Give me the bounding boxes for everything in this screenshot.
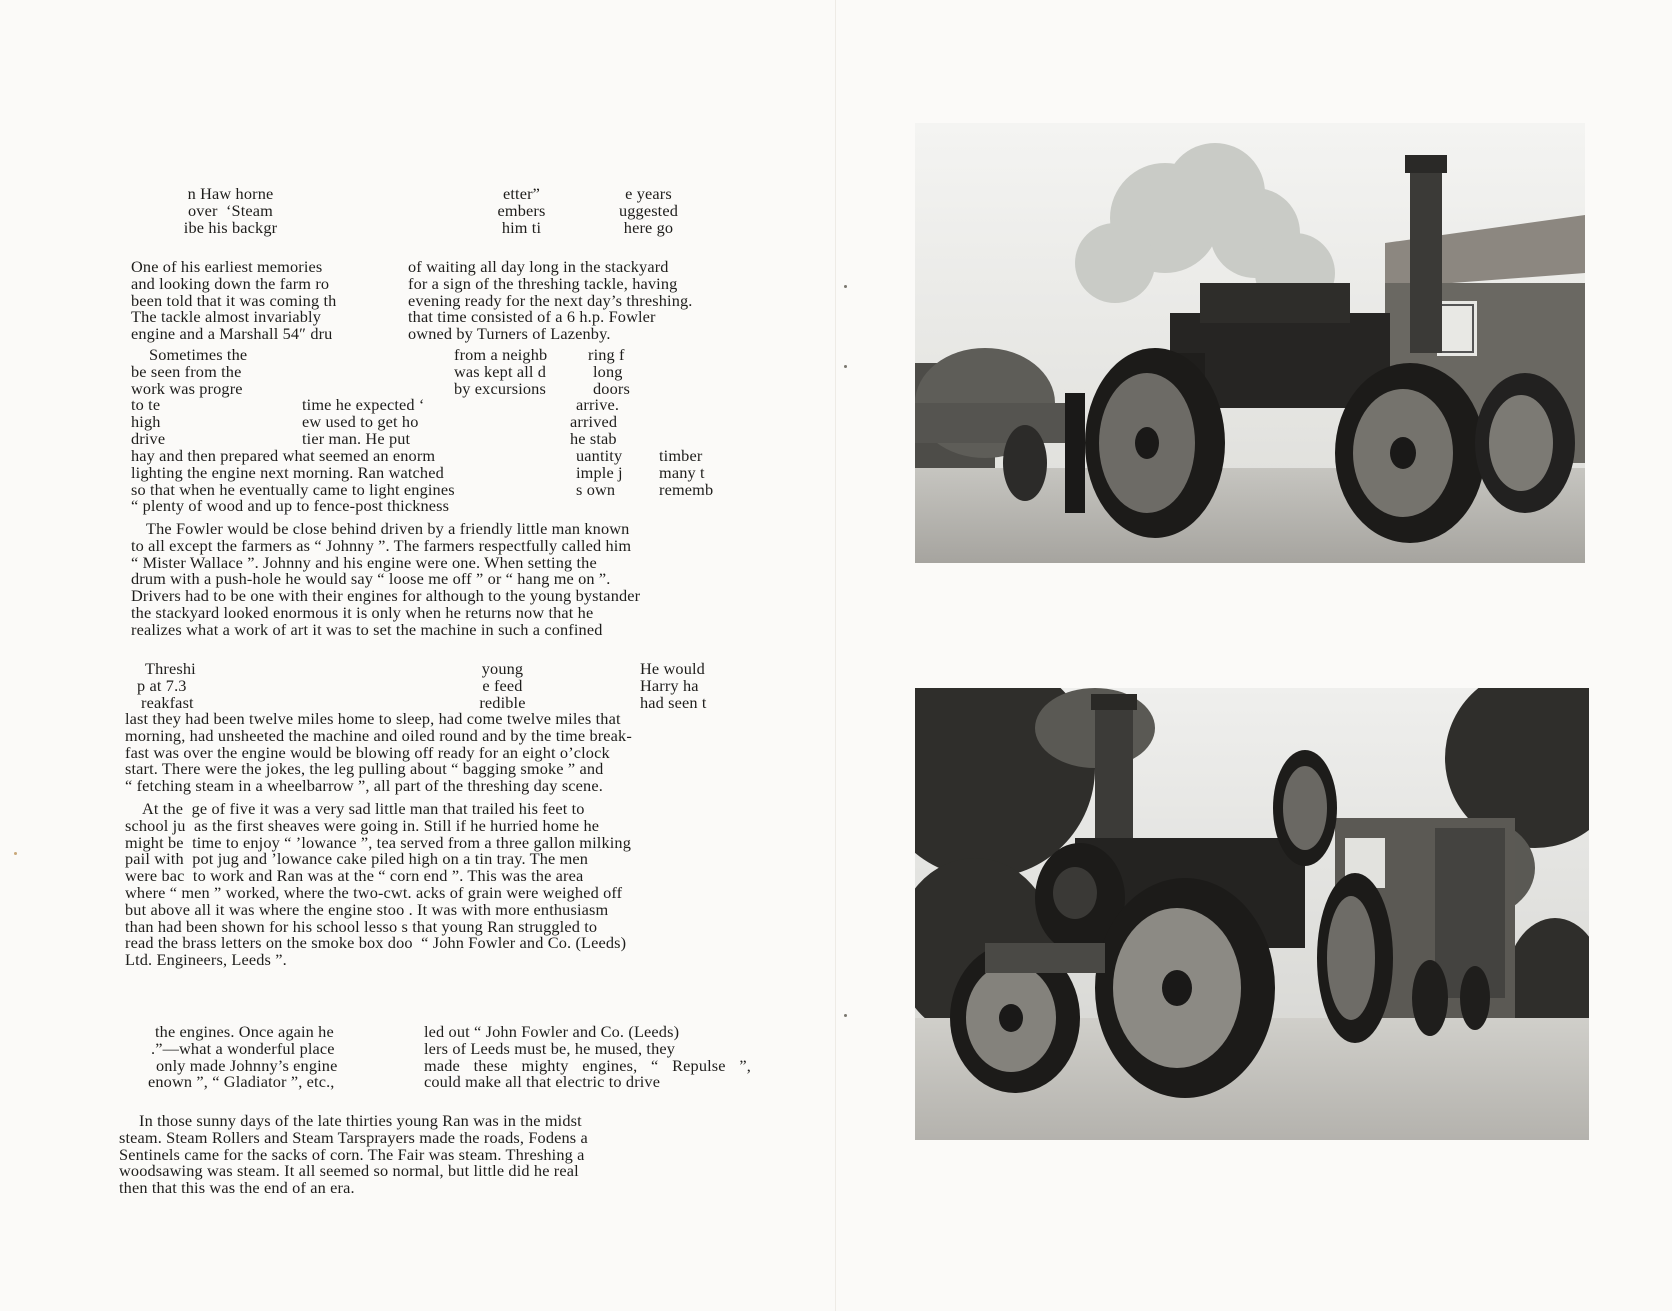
- text-line: .”—what a wonderful place: [151, 1038, 335, 1058]
- traction-engine-photo-bottom: [915, 688, 1589, 1140]
- text-line: to all except the farmers as “ Johnny ”. The farmers respectfully called him: [131, 535, 632, 555]
- text-line: “ fetching steam in a wheelbarrow ”, all part of the threshing day scene.: [125, 776, 603, 796]
- text-line: for a sign of the threshing tackle, having: [408, 273, 678, 293]
- intro-col-3: [606, 186, 691, 236]
- text-line: The Fowler would be close behind driven by a friendly little man known: [146, 519, 630, 538]
- text-line: be seen from the: [131, 361, 242, 381]
- text-line: rememb: [659, 479, 714, 499]
- text-line: hay and then prepared what seemed an enorm: [131, 446, 436, 465]
- text-line: where “ men ” worked, where the two-cwt. acks of grain were weighed off: [125, 882, 623, 902]
- text-line: redible: [479, 692, 526, 712]
- text-line: here go: [623, 217, 674, 237]
- text-line: owned by Turners of Lazenby.: [408, 324, 611, 344]
- text-line: of waiting all day long in the stackyard: [408, 257, 669, 276]
- scan-mark: [844, 285, 847, 288]
- para4-body: [125, 711, 752, 795]
- text-line: but above all it was where the engine stoo . It was with more enthusiasm: [125, 899, 609, 919]
- para2-col-d: [570, 347, 630, 448]
- traction-engine-photo-top: [915, 123, 1585, 563]
- para1-left: [131, 259, 336, 343]
- text-line: had seen t: [640, 692, 707, 712]
- text-line: s own: [576, 479, 616, 499]
- para6-right: [424, 1024, 751, 1091]
- text-line: pail with pot jug and ’lowance cake piled high on a tin tray. The men: [125, 849, 589, 869]
- para3: [131, 521, 755, 639]
- text-line: Threshi: [145, 659, 196, 678]
- text-line: etter”: [502, 184, 541, 203]
- text-line: uantity: [576, 446, 623, 465]
- text-line: by excursions: [454, 378, 546, 398]
- para2-tail-c: [576, 448, 623, 498]
- text-line: morning, had unsheeted the machine and oiled round and by the time break-: [125, 725, 632, 745]
- para4-col-b: [470, 661, 535, 711]
- photo-bottom-drawing: [915, 688, 1589, 1140]
- text-line: woodsawing was steam. It all seemed so normal, but little did he real: [119, 1161, 579, 1181]
- text-line: him ti: [501, 217, 542, 237]
- text-line: In those sunny days of the late thirties young Ran was in the midst: [139, 1111, 582, 1130]
- text-line: Sometimes the: [149, 345, 248, 364]
- text-line: than had been shown for his school lesso s that young Ran struggled to: [125, 916, 598, 936]
- text-line: that time consisted of a 6 h.p. Fowler: [408, 307, 656, 327]
- text-line: the engines. Once again he: [155, 1022, 334, 1041]
- para5: [125, 801, 752, 969]
- text-line: tier man. He put: [302, 428, 411, 448]
- text-line: work was progre: [131, 378, 243, 398]
- text-line: high: [131, 412, 161, 432]
- text-line: he stab: [570, 428, 617, 448]
- para4-col-c: [640, 661, 707, 711]
- scan-mark: [844, 1014, 847, 1017]
- text-line: and looking down the farm ro: [131, 273, 330, 293]
- text-line: He would: [640, 659, 705, 678]
- text-line: enown ”, “ Gladiator ”, etc.,: [148, 1072, 335, 1092]
- text-line: then that this was the end of an era.: [119, 1178, 355, 1198]
- text-line: arrived: [570, 412, 618, 432]
- para2-col-a: [131, 347, 247, 448]
- text-line: from a neighb: [454, 345, 548, 364]
- text-line: over ‘Steam: [188, 200, 273, 220]
- text-line: were bac to work and Ran was at the “ corn end ”. This was the area: [125, 866, 584, 886]
- text-line: time he expected ‘: [302, 395, 425, 414]
- text-line: lighting the engine next morning. Ran watched: [131, 462, 444, 482]
- photo-top-drawing: [915, 123, 1585, 563]
- text-line: lers of Leeds must be, he mused, they: [424, 1038, 676, 1058]
- text-line: Harry ha: [640, 675, 699, 695]
- text-line: Drivers had to be one with their engines for although to the young bystander: [131, 586, 641, 606]
- text-line: imple j: [576, 462, 623, 482]
- text-line: many t: [659, 462, 705, 482]
- text-line: The tackle almost invariably: [131, 307, 322, 327]
- text-line: e years: [625, 184, 672, 203]
- text-line: was kept all d: [454, 361, 547, 381]
- text-line: last they had been twelve miles home to sleep, had come twelve miles that: [125, 709, 621, 728]
- text-line: the stackyard looked enormous it is only when he returns now that he: [131, 602, 594, 622]
- text-line: embers: [497, 200, 546, 220]
- text-line: been told that it was coming th: [131, 290, 337, 310]
- text-line: so that when he eventually came to light engines: [131, 479, 455, 499]
- text-line: ew used to get ho: [302, 411, 419, 431]
- text-line: start. There were the jokes, the leg pulling about “ bagging smoke ” and: [125, 759, 604, 779]
- text-line: At the ge of five it was a very sad little man that trailed his feet to: [142, 799, 585, 818]
- para6-left: [148, 1024, 337, 1091]
- text-line: ring f: [588, 345, 625, 364]
- text-line: ibe his backgr: [183, 217, 278, 237]
- intro-col-1: [168, 186, 293, 236]
- text-line: timber: [659, 446, 703, 465]
- text-line: “ plenty of wood and up to fence-post thickness: [131, 496, 450, 516]
- text-line: Ltd. Engineers, Leeds ”.: [125, 950, 287, 970]
- text-line: only made Johnny’s engine: [156, 1055, 338, 1075]
- text-line: reakfast: [141, 692, 194, 712]
- text-line: engine and a Marshall 54″ dru: [131, 324, 333, 344]
- para1-right: [408, 259, 756, 343]
- text-line: might be time to enjoy “ ’lowance ”, tea served from a three gallon milking: [125, 832, 632, 852]
- text-line: steam. Steam Rollers and Steam Tarsprayers made the roads, Fodens a: [119, 1127, 588, 1147]
- text-line: One of his earliest memories: [131, 257, 323, 276]
- text-line: fast was over the engine would be blowing off ready for an eight o’clock: [125, 742, 610, 762]
- text-line: evening ready for the next day’s threshing.: [408, 290, 693, 310]
- text-line: uggested: [618, 200, 679, 220]
- text-line: doors: [593, 378, 630, 398]
- text-line: school ju as the first sheaves were going in. Still if he hurried home he: [125, 815, 600, 835]
- para2-tail-d: [659, 448, 713, 498]
- text-line: could make all that electric to drive: [424, 1072, 661, 1092]
- para7: [119, 1113, 726, 1197]
- para4-col-a: [137, 661, 196, 711]
- text-line: young: [481, 659, 524, 678]
- scan-mark: [844, 365, 847, 368]
- page-gutter: [835, 0, 836, 1311]
- text-line: led out “ John Fowler and Co. (Leeds): [424, 1022, 680, 1041]
- text-line: drive: [131, 428, 166, 448]
- text-line: realizes what a work of art it was to set the machine in such a confined: [131, 619, 603, 639]
- text-line: e feed: [482, 675, 523, 695]
- para2-col-b: [302, 397, 425, 447]
- text-line: p at 7.3: [137, 675, 187, 695]
- text-line: drum with a push-hole he would say “ loose me off ” or “ hang me on ”.: [131, 569, 611, 589]
- text-line: “ Mister Wallace ”. Johnny and his engine were one. When setting the: [131, 552, 597, 572]
- para2-col-c: [454, 347, 547, 397]
- text-line: made these mighty engines, “ Repulse ”,: [424, 1055, 751, 1075]
- intro-col-2: [484, 186, 559, 236]
- text-line: arrive.: [576, 395, 620, 415]
- scan-mark: [14, 852, 17, 855]
- para2-tail-left: [131, 448, 455, 515]
- text-line: read the brass letters on the smoke box doo “ John Fowler and Co. (Leeds): [125, 933, 627, 953]
- text-line: long: [593, 361, 623, 381]
- text-line: Sentinels came for the sacks of corn. The Fair was steam. Threshing a: [119, 1144, 585, 1164]
- text-line: to te: [131, 395, 161, 415]
- text-line: n Haw horne: [187, 184, 274, 203]
